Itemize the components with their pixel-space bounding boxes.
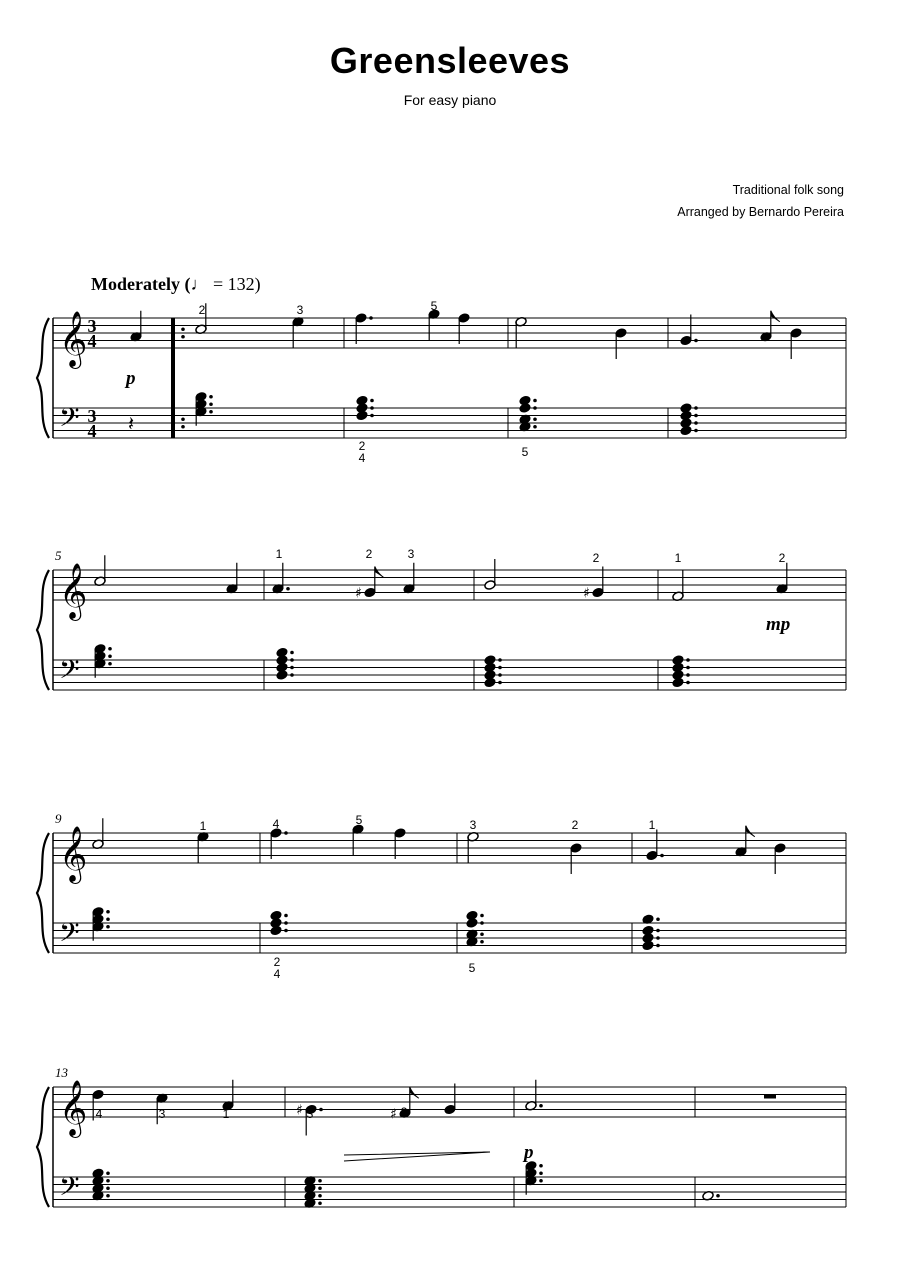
note-head	[276, 670, 288, 681]
dynamic-marking: p	[524, 1142, 534, 1163]
grand-staff-brace	[37, 833, 49, 953]
sharp-accidental: ♯	[583, 585, 590, 602]
fingering-number: 2	[365, 547, 373, 561]
augmentation-dot	[290, 651, 294, 655]
augmentation-dot	[656, 917, 660, 921]
tempo-value: = 132)	[208, 274, 261, 294]
augmentation-dot	[318, 1186, 322, 1190]
augmentation-dot	[209, 410, 213, 414]
augmentation-dot	[290, 673, 294, 677]
augmentation-dot	[686, 666, 690, 670]
eighth-flag	[771, 311, 780, 322]
augmentation-dot	[498, 681, 502, 685]
page-title: Greensleeves	[329, 40, 571, 81]
note-head	[680, 425, 692, 436]
measure-number: 9	[55, 811, 62, 826]
bass-clef-icon: 𝄢	[59, 1170, 80, 1209]
treble-clef-icon: 𝄞	[59, 1080, 88, 1136]
augmentation-dot	[533, 425, 537, 429]
augmentation-dot	[498, 658, 502, 662]
eighth-flag	[410, 1087, 419, 1098]
augmentation-dot	[533, 406, 537, 410]
augmentation-dot	[284, 929, 288, 933]
arranger-credit: Arranged by Bernardo Pereira	[677, 205, 844, 219]
note-head	[466, 918, 478, 929]
augmentation-dot	[656, 944, 660, 948]
augmentation-dot	[498, 666, 502, 670]
fingering-number: 2	[571, 818, 579, 832]
fingering-number: 1	[648, 818, 656, 832]
augmentation-dot	[106, 917, 110, 921]
augmentation-dot	[106, 1179, 110, 1183]
augmentation-dot	[284, 831, 288, 835]
note-head	[484, 677, 496, 688]
augmentation-dot	[539, 1171, 543, 1175]
fingering-number: 3	[407, 547, 415, 561]
augmentation-dot	[319, 1108, 323, 1112]
augmentation-dot	[686, 673, 690, 677]
time-signature-bottom: 4	[87, 331, 97, 351]
quarter-note-icon: ♩	[190, 274, 209, 294]
whole-rest	[764, 1095, 776, 1099]
augmentation-dot	[694, 406, 698, 410]
sharp-accidental: ♯	[296, 1102, 303, 1119]
fingering-number: 3	[158, 1107, 166, 1121]
repeat-dot	[181, 417, 185, 421]
augmentation-dot	[533, 399, 537, 403]
fingering-number: 3	[296, 303, 304, 317]
eighth-flag	[746, 826, 755, 837]
fingering-number: 1	[275, 547, 283, 561]
augmentation-dot	[498, 673, 502, 677]
fingering-number: 2	[778, 551, 786, 565]
augmentation-dot	[106, 1186, 110, 1190]
augmentation-dot	[539, 1164, 543, 1168]
augmentation-dot	[480, 940, 484, 944]
augmentation-dot	[284, 921, 288, 925]
fingering-number: 5	[430, 299, 438, 313]
grand-staff-brace	[37, 570, 49, 690]
augmentation-dot	[656, 929, 660, 933]
augmentation-dot	[370, 406, 374, 410]
augmentation-dot	[209, 402, 213, 406]
augmentation-dot	[290, 666, 294, 670]
fingering-number: 4	[272, 817, 280, 831]
fingering-number: 5	[468, 961, 476, 975]
repeat-dot	[181, 425, 185, 429]
repeat-dot	[181, 327, 185, 331]
eighth-flag	[375, 567, 384, 578]
augmentation-dot	[694, 421, 698, 425]
fingering-number: 4	[95, 1107, 103, 1121]
repeat-dot	[181, 335, 185, 339]
note-head	[672, 677, 684, 688]
fingering-number: 2	[358, 439, 366, 453]
fingering-number: 1	[222, 1107, 230, 1121]
time-signature-top: 3	[87, 406, 97, 426]
augmentation-dot	[209, 395, 213, 399]
augmentation-dot	[369, 316, 373, 320]
augmentation-dot	[318, 1201, 322, 1205]
augmentation-dot	[108, 662, 112, 666]
tempo-text: Moderately (	[91, 274, 191, 294]
grand-staff-brace	[37, 1087, 49, 1207]
augmentation-dot	[286, 587, 290, 591]
measure-number: 5	[55, 548, 62, 563]
augmentation-dot	[108, 647, 112, 651]
augmentation-dot	[106, 1194, 110, 1198]
augmentation-dot	[106, 1171, 110, 1175]
bass-clef-icon: 𝄢	[59, 916, 80, 955]
fingering-number: 1	[674, 551, 682, 565]
augmentation-dot	[480, 932, 484, 936]
bass-clef-icon: 𝄢	[59, 653, 80, 692]
fingering-number: 2	[400, 1105, 408, 1119]
fingering-number: 1	[199, 819, 207, 833]
augmentation-dot	[660, 854, 664, 858]
augmentation-dot	[108, 654, 112, 658]
note-head	[642, 940, 654, 951]
measure-number: 13	[55, 1065, 68, 1080]
augmentation-dot	[290, 658, 294, 662]
sharp-accidental: ♯	[355, 585, 362, 602]
dynamic-marking: mp	[766, 614, 791, 635]
augmentation-dot	[318, 1194, 322, 1198]
quarter-rest-icon: 𝄽	[128, 411, 135, 436]
augmentation-dot	[480, 921, 484, 925]
augmentation-dot	[656, 936, 660, 940]
page-subtitle: For easy piano	[403, 92, 497, 108]
augmentation-dot	[370, 414, 374, 418]
fingering-number: 2	[273, 955, 281, 969]
fingering-number: 5	[355, 813, 363, 827]
treble-clef-icon: 𝄞	[59, 563, 88, 619]
augmentation-dot	[480, 914, 484, 918]
augmentation-dot	[539, 1104, 543, 1108]
treble-clef-icon: 𝄞	[59, 311, 88, 367]
augmentation-dot	[694, 339, 698, 343]
dynamic-marking: p	[126, 368, 136, 389]
decrescendo-hairpin	[344, 1152, 490, 1161]
fingering-number: 2	[592, 551, 600, 565]
composer-credit: Traditional folk song	[732, 183, 844, 197]
note-head	[356, 410, 368, 421]
augmentation-dot	[370, 399, 374, 403]
grand-staff-brace	[37, 318, 49, 438]
fingering-number: 4	[273, 967, 281, 981]
note-head	[519, 403, 531, 414]
augmentation-dot	[106, 925, 110, 929]
bass-clef-icon: 𝄢	[59, 401, 80, 440]
augmentation-dot	[284, 914, 288, 918]
augmentation-dot	[106, 910, 110, 914]
fingering-number: 3	[306, 1107, 314, 1121]
fingering-number: 4	[358, 451, 366, 465]
sharp-accidental: ♯	[390, 1106, 397, 1123]
augmentation-dot	[533, 417, 537, 421]
note-head	[270, 925, 282, 936]
treble-clef-icon: 𝄞	[59, 826, 88, 882]
fingering-number: 2	[198, 303, 206, 317]
augmentation-dot	[686, 658, 690, 662]
fingering-number: 3	[469, 818, 477, 832]
time-signature-bottom: 4	[87, 421, 97, 441]
augmentation-dot	[318, 1179, 322, 1183]
augmentation-dot	[694, 414, 698, 418]
augmentation-dot	[694, 429, 698, 433]
augmentation-dot	[716, 1194, 720, 1198]
fingering-number: 5	[521, 445, 529, 459]
augmentation-dot	[686, 681, 690, 685]
augmentation-dot	[539, 1179, 543, 1183]
time-signature-top: 3	[87, 316, 97, 336]
